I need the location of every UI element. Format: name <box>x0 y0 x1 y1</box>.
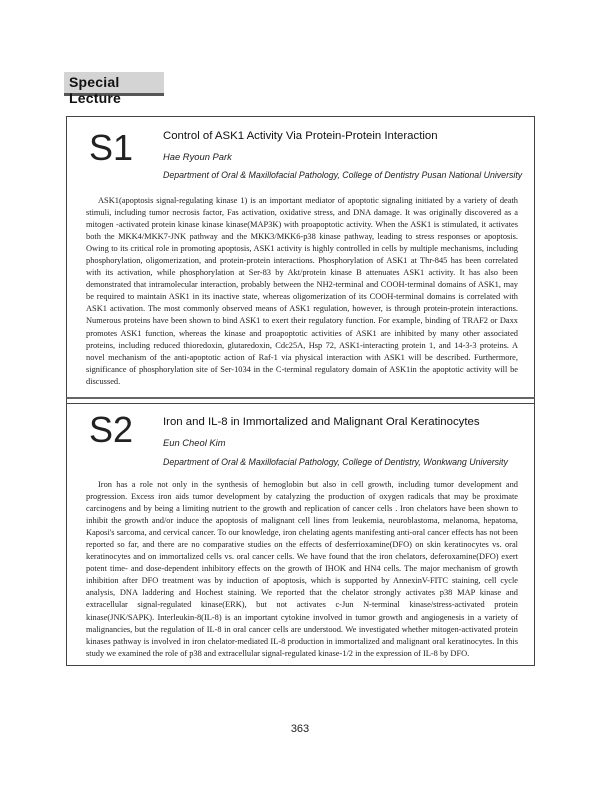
lecture-affiliation: Department of Oral & Maxillofacial Pathology, College of Dentistry, Wonkwang University <box>163 457 508 467</box>
lecture-abstract: Iron has a role not only in the synthesis of hemoglobin but also in cell growth, including tumor development and progression. Excess iron aids tumor development by catalyzing the production of oxygen radicals that may be proximate carcinogens and by being a limiting nutrient to the growth and replication of cancer cells . Iron chelators have been shown to inhibit the growth and/or induce the apoptosis of malignant cell lines from leukemia, neuroblastoma, melanoma, hepatoma, Kaposi's sarcoma, and cervical cancer. To our knowledge, iron chelating agents manifesting anti-oral cancer effects has not been reported so far, and there are no comparative studies on the effects of desferrioxamine(DFO) on skin keratinocytes vs. oral keratinocytes and on immortalized cells vs. oral cancer cells. We have found that the iron chelators, deferoxamine(DFO) exert potent time- and dose-dependent inhibitory effects on the growth of IHOK and HN4 cells. The major mechanism of growth inhibition after DFO treatment was by induction of apoptosis, which is supported by AnnexinV-FITC staining, cell cycle analysis, DNA laddering and Hochest staining. We reported that the chelator strongly activates p38 MAP kinase and extracellular signal-regulated kinase(ERK), but not activates c-Jun N-terminal kinase/stress-activated protein kinase(JNK/SAPK). Interleukin-8(IL-8) is an important cytokine involved in tumor growth and angiogenesis in a variety of malignancies, but the regulation of IL-8 in oral cancer cells are understood. We investigated whether mitogen-activated protein kinases pathway is involved in iron chelator-mediated IL-8 production in immortalized and malignant oral keratinocytes. In this study we examined the role of p38 and extracellular signal-regulated kinase-1/2 in the expression of IL-8 by DFO. <box>86 480 518 658</box>
lecture-code: S2 <box>89 409 134 450</box>
page-number: 363 <box>290 723 310 735</box>
lecture-code: S1 <box>89 127 134 168</box>
lecture-author: Hae Ryoun Park <box>163 151 232 162</box>
section-header-label: Special Lecture <box>69 74 121 106</box>
lecture-abstract: ASK1(apoptosis signal-regulating kinase 1) is an important mediator of apoptotic signaling initiated by a variety of death stimuli, including tumor necrosis factor, Fas activation, oxidative stress, and DNA damage. It was originally discovered as a mitogen -activated protein kinase kinase kinase(MAP3K) with proapoptotic activity. When the ASK1 is stimulated, it activates both the MKK4/MKK7-JNK pathway and the MKK3/MKK6-p38 kinase pathway, leading to stress responses or apoptosis. Owing to its critical role in promoting apoptosis, ASK1 activity is highly controlled in cells by multiple mechanisms, including phosphorylation, oligomerization, and protein-protein interactions. Phosphorylation of ASK1 at Thr-845 has been correlated with its activation, while phosphorylation at Ser-83 by Akt/protein kinase B attenuates ASK1 activity. It has also been demonstrated that intramolecular interaction, probably between the NH2-terminal and COOH-terminal domains of ASK1, may be required to maintain ASK1 in its inactive state, whereas oligomerization of its COOH-terminal domains is correlated with ASK1 activation. The most commonly observed means of ASK1 regulation, however, is through protein-protein interactions. Numerous proteins have been shown to bind ASK1 to exert their regulatory function. For example, binding of TRAF2 or Daxx promotes ASK1 function, whereas the kinase and proapoptotic activities of ASK1 are inhibited by many other associated proteins, including reduced thioredoxin, glutaredoxin, Cdc25A, Hsp 72, ASK1-interacting protein 1, and 14-3-3 proteins. A novel mechanism of the anti-apoptotic action of Raf-1 via physical interaction with ASK1 will be described. Furthermore, significance of phosphorylation site of Ser-1034 in the C-terminal regulatory domain of ASK1in the apoptotic activity will be discussed. <box>86 196 518 386</box>
section-header-tag <box>64 72 164 106</box>
lecture-box-s1 <box>66 116 535 404</box>
lecture-affiliation: Department of Oral & Maxillofacial Pathology, College of Dentistry Pusan National University <box>163 170 523 180</box>
lecture-title: Iron and IL-8 in Immortalized and Malignant Oral Keratinocytes <box>163 416 480 428</box>
lecture-author: Eun Cheol Kim <box>163 437 226 448</box>
lecture-title: Control of ASK1 Activity Via Protein-Protein Interaction <box>163 130 438 142</box>
lecture-box-s2 <box>66 397 535 666</box>
